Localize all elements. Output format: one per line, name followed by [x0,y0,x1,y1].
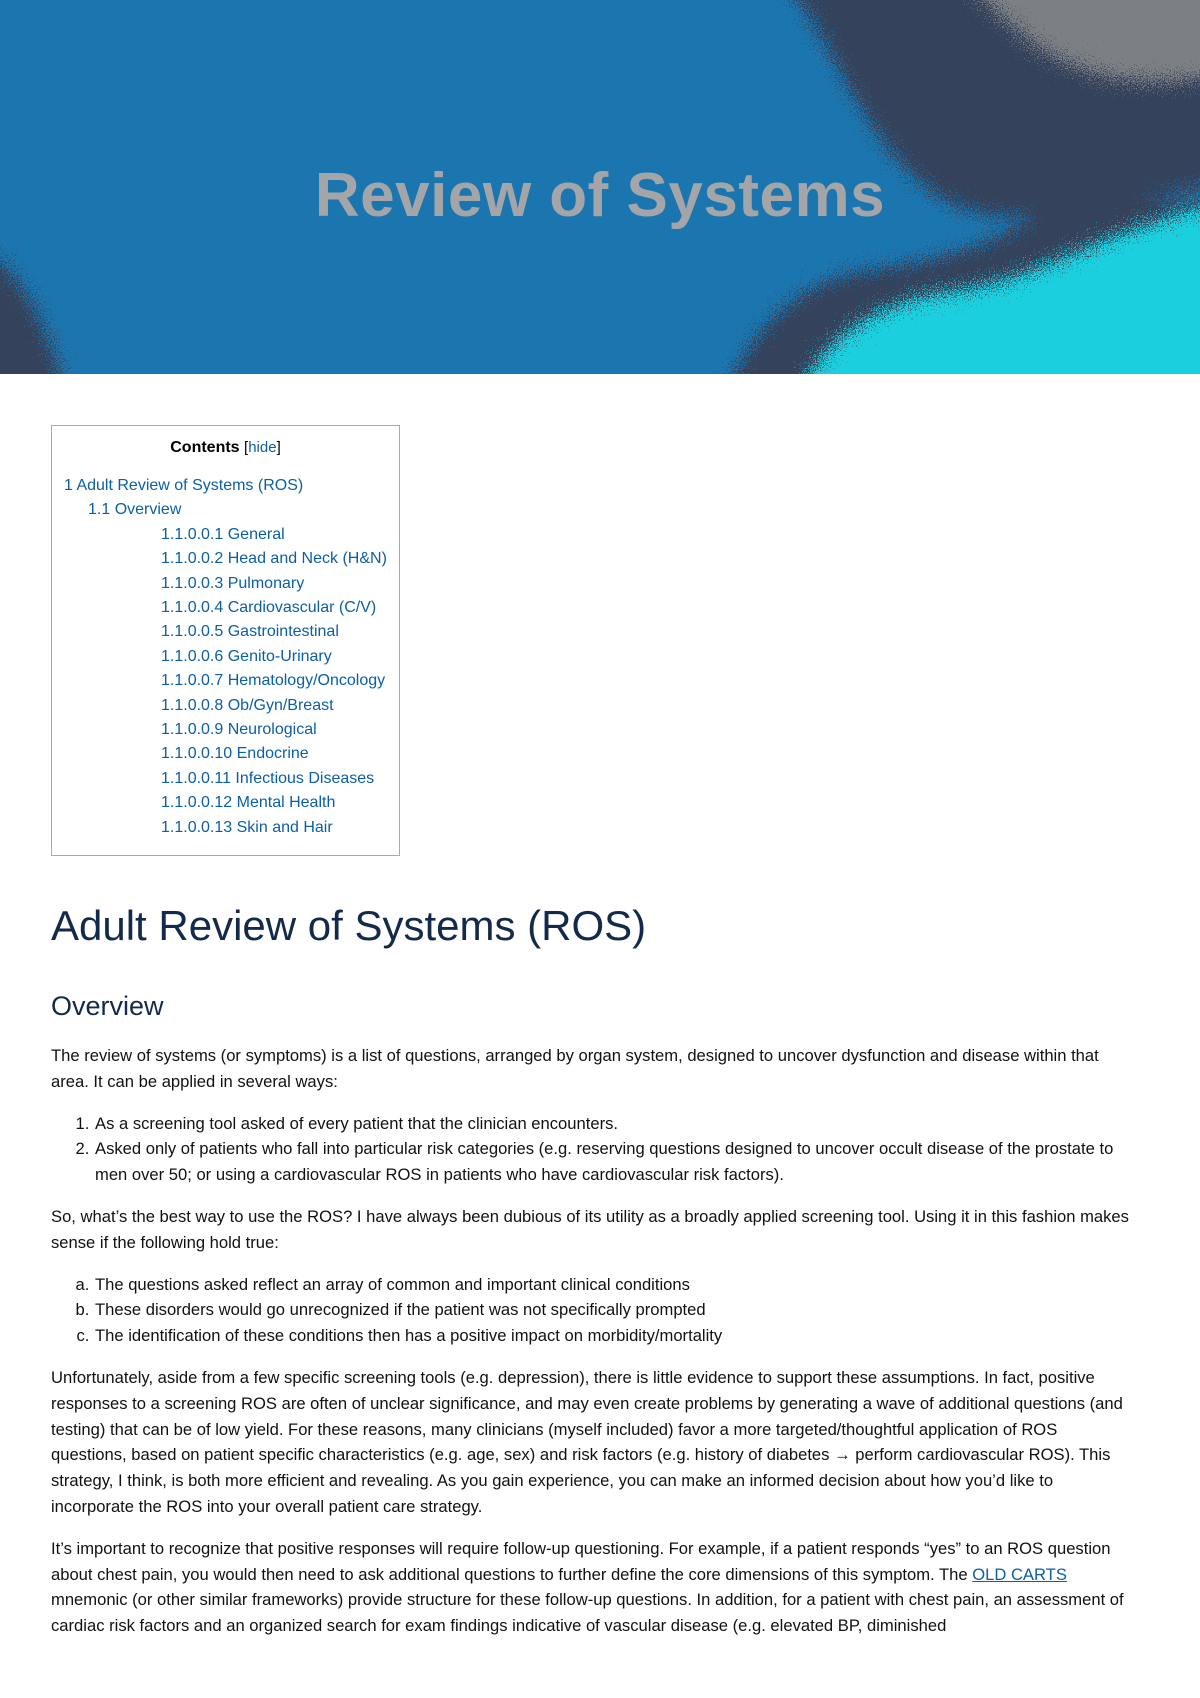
toc-link-neurological[interactable]: 1.1.0.0.9 Neurological [161,721,317,739]
list-item: a. The questions asked reflect an array of common and important clinical conditions [94,1272,1137,1298]
toc-link-hematology-oncology[interactable]: 1.1.0.0.7 Hematology/Oncology [161,672,386,690]
followup-text-before: It’s important to recognize that positive responses will require follow-up questioning. For example, if a patient responds “yes” to an ROS question about chest pain, you would then need to ask additional questions to further define the core dimensions of this symptom. The [51,1538,1111,1584]
toc-link-general[interactable]: 1.1.0.0.1 General [161,525,285,543]
conditions-list [94,1272,1137,1349]
toc-item [52,718,399,742]
toc-link-ob-gyn-breast[interactable]: 1.1.0.0.8 Ob/Gyn/Breast [161,696,334,714]
toc-link-skin-hair[interactable]: 1.1.0.0.13 Skin and Hair [161,818,333,836]
table-of-contents [51,425,400,856]
toc-item [52,523,399,547]
list-item: 2. Asked only of patients who fall into particular risk categories (e.g. reserving questions designed to uncover occult disease of the prostate to men over 50; or using a cardiovascular ROS in patients who have cardiovascular risk factors). [94,1136,1137,1188]
toc-item [52,694,399,718]
toc-item [52,547,399,571]
article-content [51,900,1137,1655]
subsection-heading: Overview [51,991,164,1021]
toc-link-genito-urinary[interactable]: 1.1.0.0.6 Genito-Urinary [161,647,332,665]
toc-link-infectious-diseases[interactable]: 1.1.0.0.11 Infectious Diseases [161,769,375,787]
toc-item [52,669,399,693]
hero-banner [0,0,1200,374]
toc-link-gastrointestinal[interactable]: 1.1.0.0.5 Gastrointestinal [161,623,339,641]
evidence-paragraph: Unfortunately, aside from a few specific screening tools (e.g. depression), there is little evidence to support these assumptions. In fact, positive responses to a screening ROS are often of unclear significance, and may even create problems by generating a wave of additional questions (and testing) that can be of low yield. For these reasons, many clinicians (myself included) favor a more targeted/thoughtful application of ROS questions, based on patient specific characteristics (e.g. age, sex) and risk factors (e.g. history of diabetes → perform cardiovascular ROS). This strategy, I think, is both more efficient and revealing. As you gain experience, you can make an informed decision about how you’d like to incorporate the ROS into your overall patient care strategy. [51,1367,1123,1516]
toc-link-endocrine[interactable]: 1.1.0.0.10 Endocrine [161,745,309,763]
followup-paragraph [51,1536,1137,1639]
intro-paragraph: The review of systems (or symptoms) is a list of questions, arranged by organ system, designed to uncover dysfunction and disease within that area. It can be applied in several ways: [51,1046,1099,1091]
toc-item [52,767,399,791]
list-item: 1. As a screening tool asked of every patient that the clinician encounters. [94,1111,1137,1137]
uses-list [94,1111,1137,1188]
list-item: b. These disorders would go unrecognized if the patient was not specifically prompted [94,1297,1137,1323]
toc-item [52,596,399,620]
toc-item [52,474,399,498]
toc-item [52,620,399,644]
toc-item [52,791,399,815]
old-carts-link[interactable]: OLD CARTS [972,1564,1067,1584]
toc-hide-link[interactable]: hide [248,439,277,456]
toc-link-mental-health[interactable]: 1.1.0.0.12 Mental Health [161,794,336,812]
toc-title: Contents [170,439,240,456]
toc-link-head-neck[interactable]: 1.1.0.0.2 Head and Neck (H&N) [161,550,387,568]
toc-link-overview[interactable]: 1.1 Overview [88,501,182,519]
toc-item [52,572,399,596]
section-heading: Adult Review of Systems (ROS) [51,902,647,949]
followup-text-after: mnemonic (or other similar frameworks) provide structure for these follow-up questions. In addition, for a patient with chest pain, an assessment of cardiac risk factors and an organized search for exam findings indicative of vascular disease (e.g. elevated BP, diminished [51,1590,1124,1636]
toc-header: Contents [hide] [170,439,281,456]
toc-item [52,742,399,766]
toc-link-adult-ros[interactable]: 1 Adult Review of Systems (ROS) [64,477,304,494]
toc-link-cardiovascular[interactable]: 1.1.0.0.4 Cardiovascular (C/V) [161,599,377,617]
toc-item [52,645,399,669]
list-item: c. The identification of these conditions then has a positive impact on morbidity/mortality [94,1323,1137,1349]
toc-link-pulmonary[interactable]: 1.1.0.0.3 Pulmonary [161,574,305,592]
toc-list [52,474,399,840]
question-paragraph: So, what’s the best way to use the ROS? I have always been dubious of its utility as a broadly applied screening tool. Using it in this fashion makes sense if the following hold true: [51,1206,1129,1252]
page-title: Review of Systems [314,161,886,230]
toc-item [52,498,399,522]
toc-item [52,816,399,840]
